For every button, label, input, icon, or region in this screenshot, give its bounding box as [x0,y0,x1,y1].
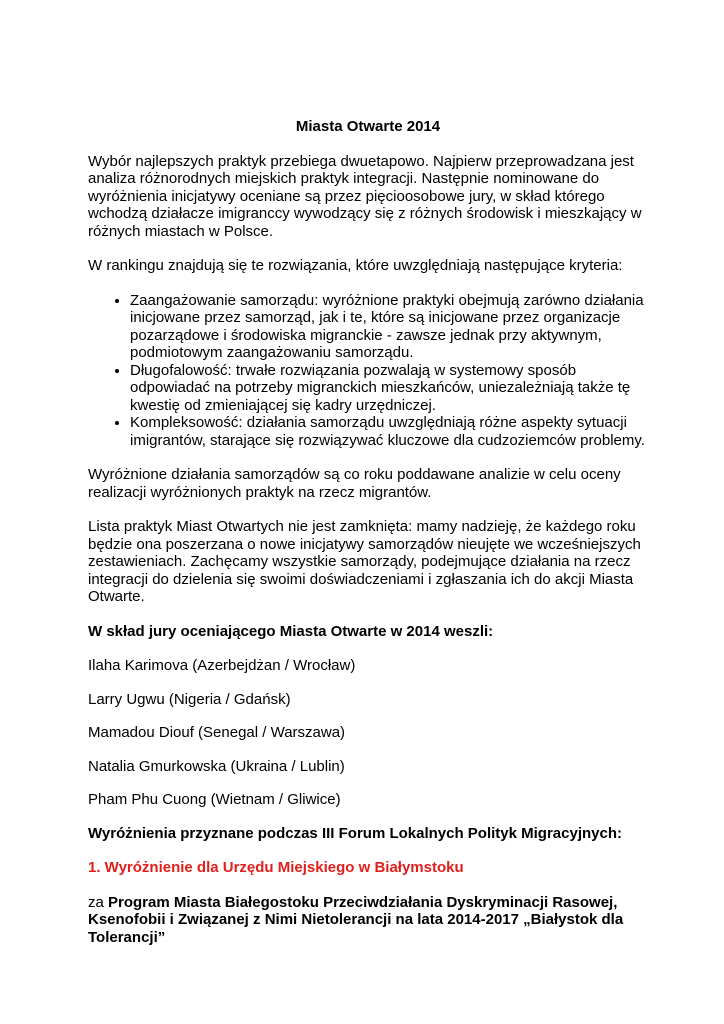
award-prefix: za [88,893,104,911]
jury-member: Larry Ugwu (Nigeria / Gdańsk) [88,690,291,708]
jury-list [88,657,648,809]
document-title: Miasta Otwarte 2014 [295,118,441,135]
intro-paragraph: Wybór najlepszych praktyk przebiega dwuetapowo. Najpierw przeprowadzana jest analiza różnorodnych miejskich praktyk integracji. Następnie nominowane do wyróżnienia inicjatywy oceniane są przez pięcioosobowe jury, w skład którego wchodzą działacze imigranccy wywodzący się z różnych środowisk i mieszkający w różnych miastach w Polsce. [88,152,642,240]
jury-heading: W skład jury oceniającego Miasta Otwarte w 2014 weszli: [88,622,494,640]
criteria-item: • Kompleksowość: działania samorządu uwzględniają różne aspekty sytuacji imigrantów, starające się rozwiązywać kluczowe dla cudzoziemców problemy. [130,414,648,449]
open-list-paragraph: Lista praktyk Miast Otwartych nie jest zamknięta: mamy nadzieję, że każdego roku będzie ona poszerzana o nowe inicjatywy samorządów nieujęte we wcześniejszych zestawieniach. Zachęcamy wszystkie samorządy, podejmujące działania na rzecz integracji do dzielenia się swoimi doświadczeniami i zgłaszania ich do akcji Miasta Otwarte. [88,518,641,605]
criteria-intro: W rankingu znajdują się te rozwiązania, które uwzględniają następujące kryteria: [88,257,623,274]
awards-heading: Wyróżnienia przyznane podczas III Forum Lokalnych Polityk Migracyjnych: [88,824,623,842]
jury-member: Ilaha Karimova (Azerbejdżan / Wrocław) [88,657,356,674]
jury-member: Pham Phu Cuong (Wietnam / Gliwice) [88,791,341,808]
award-heading: 1. Wyróżnienie dla Urzędu Miejskiego w Białymstoku [88,859,464,876]
analysis-paragraph: Wyróżnione działania samorządów są co roku poddawane analizie w celu oceny realizacji wyróżnionych praktyk na rzecz migrantów. [88,466,621,501]
award-program: Program Miasta Białegostoku Przeciwdziałania Dyskryminacji Rasowej, Ksenofobii i Związanej z Nimi Nietolerancji na lata 2014-2017 „Białystok dla Tolerancji” [88,893,624,946]
criteria-item: • Długofalowość: trwałe rozwiązania pozwalają w systemowy sposób odpowiadać na potrzeby migranckich mieszkańców, uniezależniają także tę kwestię od zmieniającej się kadry urzędniczej. [130,362,648,415]
criteria-list [88,292,648,450]
jury-member: Natalia Gmurkowska (Ukraina / Lublin) [88,757,345,775]
document-page [88,118,648,963]
jury-member: Mamadou Diouf (Senegal / Warszawa) [88,724,346,741]
award-description [88,894,648,947]
criteria-item: • Zaangażowanie samorządu: wyróżnione praktyki obejmują zarówno działania inicjowane przez samorząd, jak i te, które są inicjowane przez organizacje pozarządowe i środowiska migranckie - zawsze jednak przy aktywnym, podmiotowym zaangażowaniu samorządu. [130,292,648,362]
